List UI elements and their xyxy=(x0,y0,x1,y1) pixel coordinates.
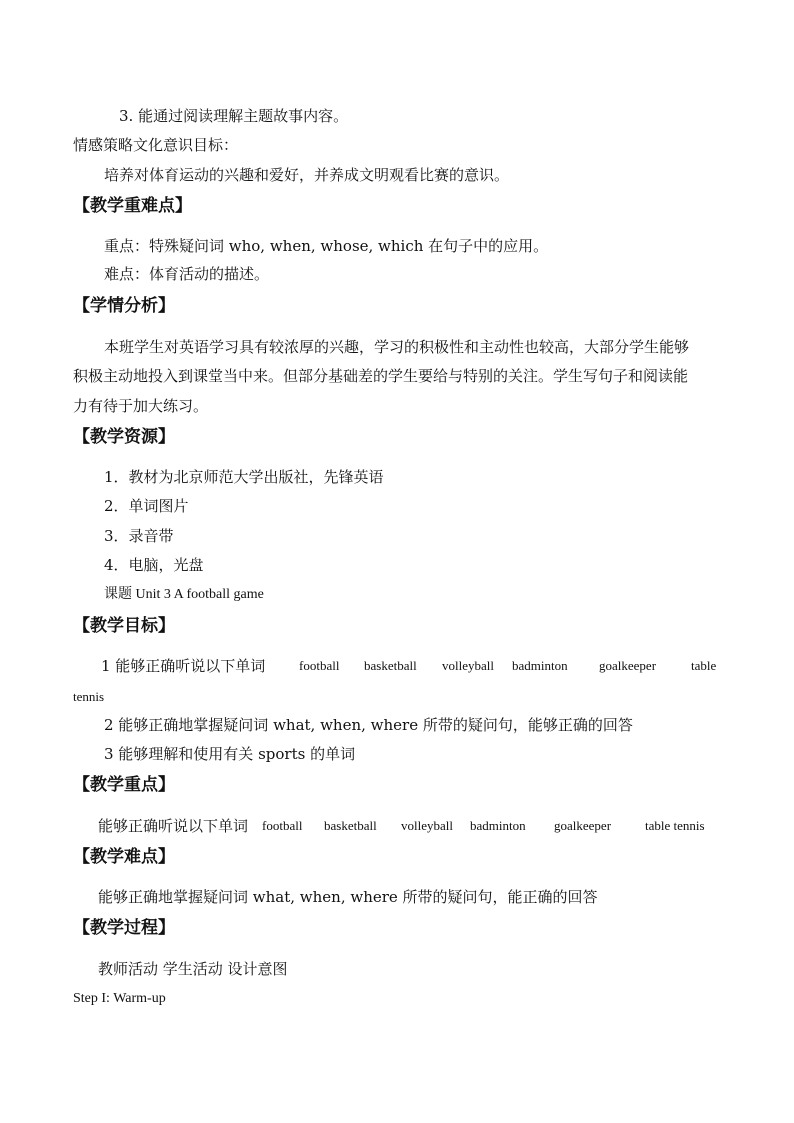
analysis-line-1: 本班学生对英语学习具有较浓厚的兴趣，学习的积极性和主动性也较高，大部分学生能够 xyxy=(104,338,690,356)
teaching-focus-words xyxy=(0,816,794,836)
lesson-topic: 课题 Unit 3 A football game xyxy=(104,587,264,602)
resource-3: 3．录音带 xyxy=(104,527,174,545)
goal-3: 3. 能通过阅读理解主题故事内容。 xyxy=(119,107,349,125)
resource-2: 2．单词图片 xyxy=(104,497,189,515)
resource-1: 1．教材为北京师范大学出版社，先锋英语 xyxy=(104,468,384,486)
word-table-tennis: table tennis xyxy=(645,818,705,833)
teaching-focus-lead: 能够正确听说以下单词 xyxy=(98,817,249,835)
objective-1-continued: tennis xyxy=(73,689,105,704)
objective-1-lead: 1 能够正确听说以下单词 xyxy=(101,657,266,675)
analysis-line-2: 积极主动地投入到课堂当中来。但部分基础差的学生要给与特别的关注。学生写句子和阅读能 xyxy=(73,367,689,385)
emotion-goal-title: 情感策略文化意识目标： xyxy=(73,136,239,154)
word-table: table xyxy=(691,658,717,673)
objective-2: 2 能够正确地掌握疑问词 what, when, where 所带的疑问句，能够正确的回答 xyxy=(104,716,633,734)
resource-4: 4．电脑，光盘 xyxy=(104,556,204,574)
word-basketball: basketball xyxy=(364,658,417,673)
word-basketball: basketball xyxy=(324,818,377,833)
word-volleyball: volleyball xyxy=(442,658,494,673)
analysis-line-3: 力有待于加大练习。 xyxy=(73,397,209,415)
emotion-goal-body: 培养对体育运动的兴趣和爱好，并养成文明观看比赛的意识。 xyxy=(104,166,510,184)
word-badminton: badminton xyxy=(470,818,526,833)
teaching-process-heading: 【教学过程】 xyxy=(73,918,175,938)
key-point: 重点：特殊疑问词 who, when, whose, which 在句子中的应用。 xyxy=(104,237,549,255)
word-football: football xyxy=(262,818,303,833)
teaching-difficulty-body: 能够正确地掌握疑问词 what, when, where 所带的疑问句，能正确的回答 xyxy=(98,888,598,906)
word-football: football xyxy=(299,658,340,673)
word-goalkeeper: goalkeeper xyxy=(599,658,657,673)
word-badminton: badminton xyxy=(512,658,568,673)
step-1-warmup: Step I: Warm-up xyxy=(73,991,166,1006)
teaching-focus-heading: 【教学重点】 xyxy=(73,775,175,795)
difficult-point: 难点：体育活动的描述。 xyxy=(104,265,270,283)
word-goalkeeper: goalkeeper xyxy=(554,818,612,833)
teaching-difficulty-heading: 【教学难点】 xyxy=(73,847,175,867)
resources-heading: 【教学资源】 xyxy=(73,427,175,447)
process-columns: 教师活动 学生活动 设计意图 xyxy=(98,960,288,978)
objective-1-words xyxy=(0,656,794,676)
key-difficult-points-heading: 【教学重难点】 xyxy=(73,196,192,216)
learner-analysis-heading: 【学情分析】 xyxy=(73,296,175,316)
objective-3: 3 能够理解和使用有关 sports 的单词 xyxy=(104,745,356,763)
objectives-heading: 【教学目标】 xyxy=(73,616,175,636)
word-volleyball: volleyball xyxy=(401,818,453,833)
